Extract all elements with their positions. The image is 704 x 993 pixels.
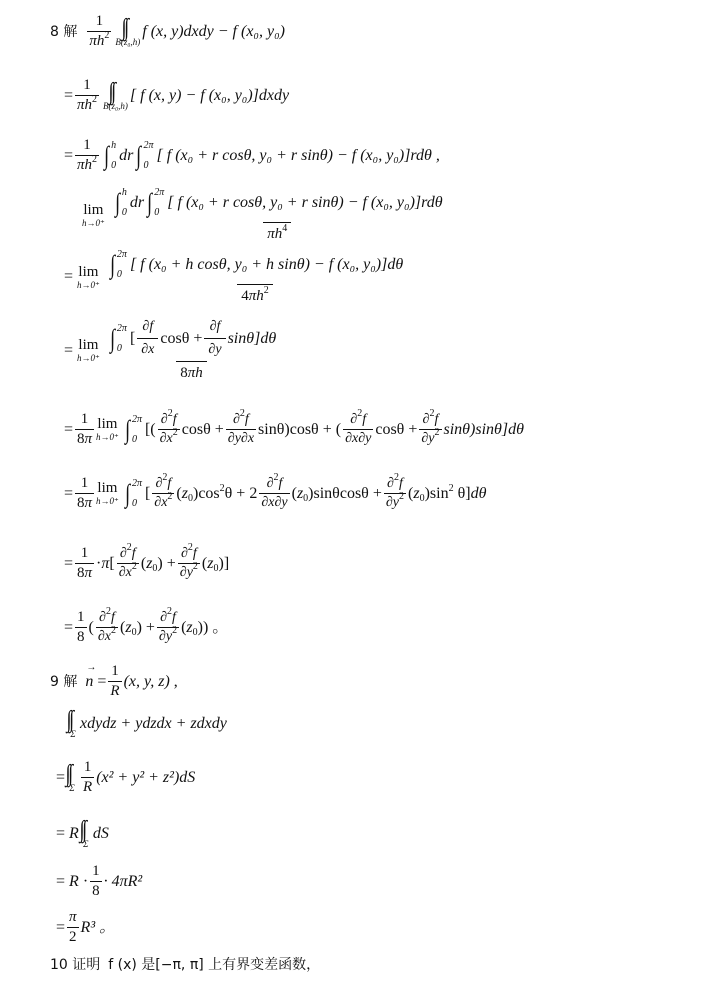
line-8-step-2: = $\frac{1}{\pi h^2}$ ∫ h 0 dr ∫ 2π 0 [ f (x₀ + r cosθ, y₀ + r sinθ) − f (x₀, y₀)]rdθ ,: [64, 137, 440, 173]
double-integral: B(z₀,h): [103, 101, 128, 111]
line-8-step-5: = $\frac{1}{8\pi}$ ·π[ $\frac{\partial^2f}{\partial x^2}$ $(z_0)$ + $\frac{\partial^2f}{\partial y^2}$ $(z_0)$]: [64, 542, 230, 581]
line-8-result: = $\frac{1}{8}$ ( $\frac{\partial^2f}{\partial x^2}$ $(z_0)$ + $\frac{\partial^2f}{\partial y^2}$ $(z_0)$) 。: [64, 606, 229, 645]
formula-text: [ f (x, y) − f (x₀, y₀)]dxdy: [129, 86, 290, 104]
line-9-step-1: = Σ $\frac{1}{R}$ (x² + y² + z²)dS: [56, 759, 196, 795]
line-9-result: = $\frac{\pi}{2}$ R³ 。: [56, 909, 116, 945]
line-8-step-3: = $\frac{1}{8\pi}$ lim h→0⁺ ∫ 2π 0 [( $\frac{\partial^2f}{\partial x^2}$ cosθ + $\frac{\partial^2f}{\partial y\partial x}$ sinθ)cosθ + ( $\frac{\partial^2f}{\partial x\partial y}$ cosθ + $\frac{\partial^2f}{\partial y^2}$ sinθ) sinθ]dθ: [64, 408, 524, 447]
formula-text: (x² + y² + z²)dS: [96, 768, 196, 786]
fraction-1-over-pi-h2: $\frac{1}{\pi h^2}$: [89, 13, 110, 49]
formula-text: sinθ): [443, 420, 476, 438]
formula-text: f (x) 是[−π, π] 上有界变差函数，: [108, 957, 321, 973]
formula-text: · 4πR²: [103, 872, 143, 890]
formula-text: f (x, y)dxdy − f (x₀, y₀): [142, 22, 285, 40]
double-integral: B(z₀,h): [115, 37, 141, 47]
line-8-header: [50, 14, 285, 49]
line-9-step-2: = R Σ dS: [56, 824, 109, 849]
problem-9-label: 9 解: [50, 673, 78, 690]
formula-text: xdydz + ydzdx + zdxdy: [80, 714, 227, 732]
line-8-limit-2: = lim h→0⁺ ∫ 2π 0 [ f (x₀ + h cosθ, y₀ + h sinθ) − f (x₀, y₀)]dθ $4\pi h^2$: [64, 249, 404, 304]
line-10-header: [50, 958, 320, 972]
formula-text: R³ 。: [80, 918, 116, 936]
line-8-step-4: = $\frac{1}{8\pi}$ lim h→0⁺ ∫ 2π 0 [ $\frac{\partial^2f}{\partial x^2}$ $(z_0)\cos^2\theta + 2$ $\frac{\partial^2f}{\partial x\partial y}$ $(z_0)\sin\theta\cos\theta$ + $\frac{\partial^2f}{\partial y^2}$ $(z_0)\sin^2$ θ]dθ: [64, 472, 487, 511]
formula-text: dS: [92, 824, 109, 842]
line-9-header: 9 解 → n = $\frac{1}{R}$ (x, y, z) ,: [50, 664, 178, 699]
problem-10-label: 10 证明: [50, 957, 101, 973]
line-8-step-1: = $\frac{1}{\pi h^2}$ B(z₀,h) [ f (x, y) − f (x₀, y₀)]dxdy: [64, 77, 290, 113]
line-8-limit-3: = lim h→0⁺ ∫ 2π 0 [ $\frac{\partial f}{\partial x}$ cosθ + $\frac{\partial f}{\partial y}$ sinθ]dθ 8πh: [64, 319, 277, 381]
line-8-limit-1: lim h→0⁺ ∫ h 0 dr ∫ 2π 0 [ f (x₀ + r cosθ, y₀ + r sinθ) − f (x₀, y₀)]rdθ $\pi h^4$: [82, 187, 443, 242]
line-9-integral: Σ xdydz + ydzdx + zdxdy: [70, 714, 227, 739]
line-9-step-3: = R · $\frac{1}{8}$ · 4πR²: [56, 863, 143, 899]
problem-8-label: 8 解: [50, 23, 78, 40]
formula-text: [ f (x₀ + r cosθ, y₀ + r sinθ) − f (x₀, y₀)]rdθ ,: [156, 146, 440, 164]
